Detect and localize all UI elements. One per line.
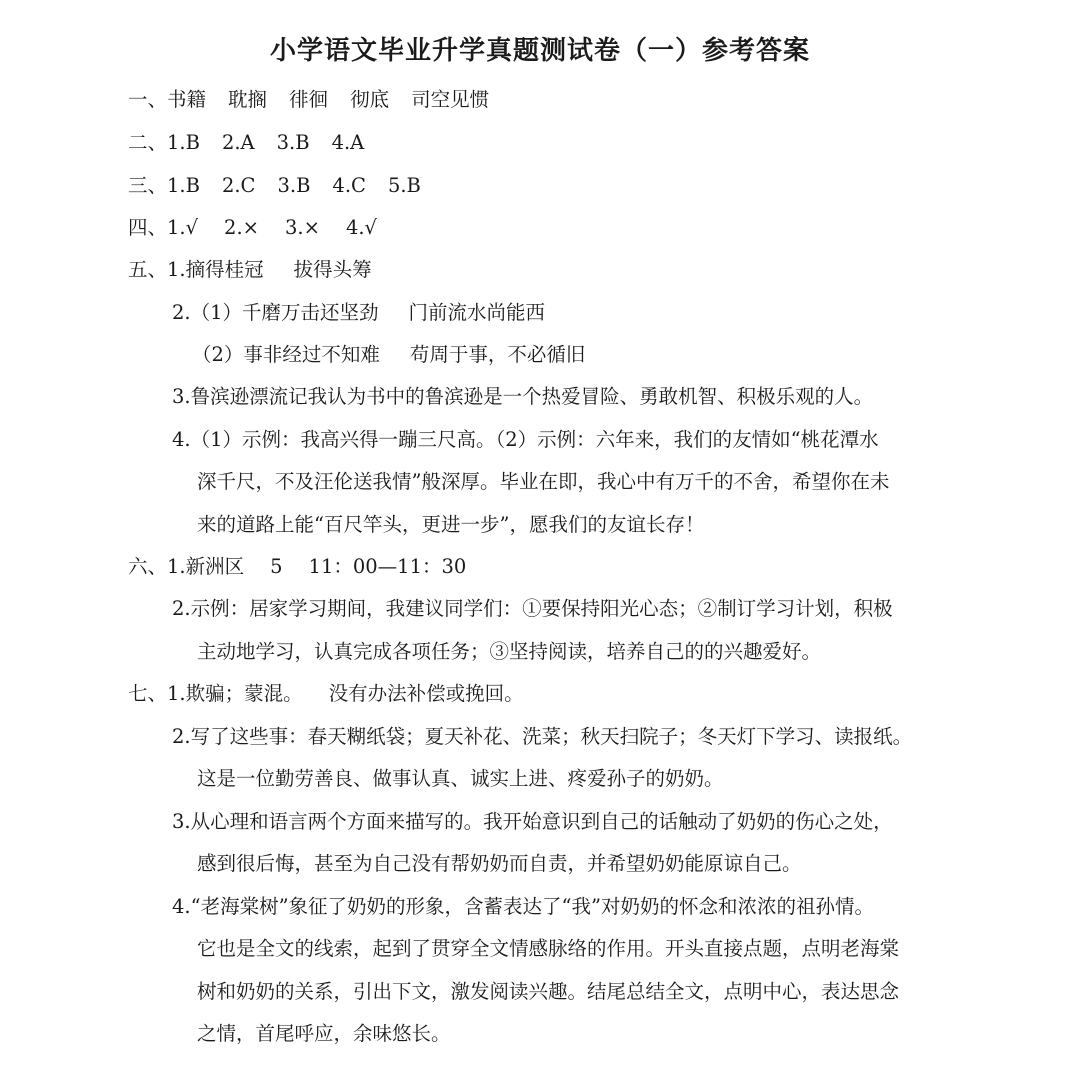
section-2 [128,133,364,153]
answer-item: 1.B [167,174,200,197]
answer-item: 书籍 [167,88,207,111]
section-6-q2-line-1: 2.示例：居家学习期间，我建议同学们：①要保持阳光心态；②制订学习计划，积极 [172,597,893,620]
section-7-q4-line-3: 树和奶奶的关系，引出下文，激发阅读兴趣。结尾总结全文，点明中心，表达思念 [197,980,900,1003]
section-5-q1 [128,260,372,280]
section-3 [128,176,421,196]
answer-text: （2）事非经过不知难 [192,343,380,366]
answer-text: 5 [270,555,283,578]
answer-item: 5.B [387,174,421,197]
answer-text: 11：00—11：30 [308,555,467,578]
section-7-q3-line-2: 感到很后悔，甚至为自己没有帮奶奶而自责，并希望奶奶能原谅自己。 [197,852,802,875]
section-prefix: 七、 [128,682,168,705]
answer-item: 3.B [277,174,311,197]
answer-item: 2.× [224,216,259,239]
section-7-q2-line-1: 2.写了这些事：春天糊纸袋；夏天补花、洗菜；秋天扫院子；冬天灯下学习、读报纸。 [172,725,913,748]
section-prefix: 六、 [128,555,168,578]
section-1 [128,90,489,110]
answer-item: 1.√ [167,216,199,239]
section-6-q1 [128,557,466,577]
answer-item: 3.× [285,216,320,239]
answer-item: 徘徊 [289,88,329,111]
section-prefix: 四、 [128,216,168,239]
answer-item: 3.B [276,131,310,154]
answer-item: 1.B [167,131,200,154]
page-title: 小学语文毕业升学真题测试卷（一）参考答案 [269,36,810,66]
section-5-q2-2 [192,345,585,365]
section-7-q2-line-2: 这是一位勤劳善良、做事认真、诚实上进、疼爱孙子的奶奶。 [197,767,724,790]
answer-item: 4.C [332,174,366,197]
answer-text: 1.欺骗；蒙混。 [167,682,303,705]
answer-text: 1.新洲区 [167,555,245,578]
answer-text: 没有办法补偿或挽回。 [328,682,524,705]
section-7-q1 [128,684,524,704]
section-5-q3: 3.鲁滨逊漂流记我认为书中的鲁滨逊是一个热爱冒险、勇敢机智、积极乐观的人。 [172,385,874,408]
section-prefix: 三、 [128,174,168,197]
section-prefix: 五、 [128,258,168,281]
section-7-q4-line-4: 之情，首尾呼应，余味悠长。 [197,1022,451,1045]
answer-item: 4.A [331,131,365,154]
answer-item: 2.A [221,131,255,154]
section-5-q4-line-3: 来的道路上能“百尺竿头，更进一步”，愿我们的友谊长存！ [197,513,705,536]
answer-text: 1.摘得桂冠 [167,258,264,281]
section-7-q3-line-1: 3.从心理和语言两个方面来描写的。我开始意识到自己的话触动了奶奶的伤心之处， [172,810,893,833]
answer-item: 4.√ [345,216,377,239]
section-7-q4-line-1: 4.“老海棠树”象征了奶奶的形象，含蓄表达了“我”对奶奶的怀念和浓浓的祖孙情。 [172,895,874,918]
section-5-q2-1 [172,303,545,323]
answer-item: 彻底 [350,88,390,111]
answer-text: 拔得头筹 [293,258,372,281]
section-6-q2-line-2: 主动地学习，认真完成各项任务；③坚持阅读，培养自己的的兴趣爱好。 [197,640,822,663]
answer-item: 司空见惯 [411,88,490,111]
answer-item: 2.C [221,174,256,197]
section-prefix: 一、 [128,88,168,111]
answer-text: 苟周于事，不必循旧 [409,343,586,366]
section-5-q4-line-2: 深千尺，不及汪伦送我情”般深厚。毕业在即，我心中有万千的不舍，希望你在未 [197,470,890,493]
section-5-q4-line-1: 4.（1）示例：我高兴得一蹦三尺高。（2）示例：六年来，我们的友情如“桃花潭水 [172,428,879,451]
section-7-q4-line-2: 它也是全文的线索，起到了贯穿全文情感脉络的作用。开头直接点题，点明老海棠 [197,937,900,960]
section-prefix: 二、 [128,131,168,154]
answer-text: 2.（1）千磨万击还坚劲 [172,301,379,324]
answer-item: 耽搁 [228,88,268,111]
section-4 [128,218,377,238]
answer-text: 门前流水尚能西 [408,301,546,324]
